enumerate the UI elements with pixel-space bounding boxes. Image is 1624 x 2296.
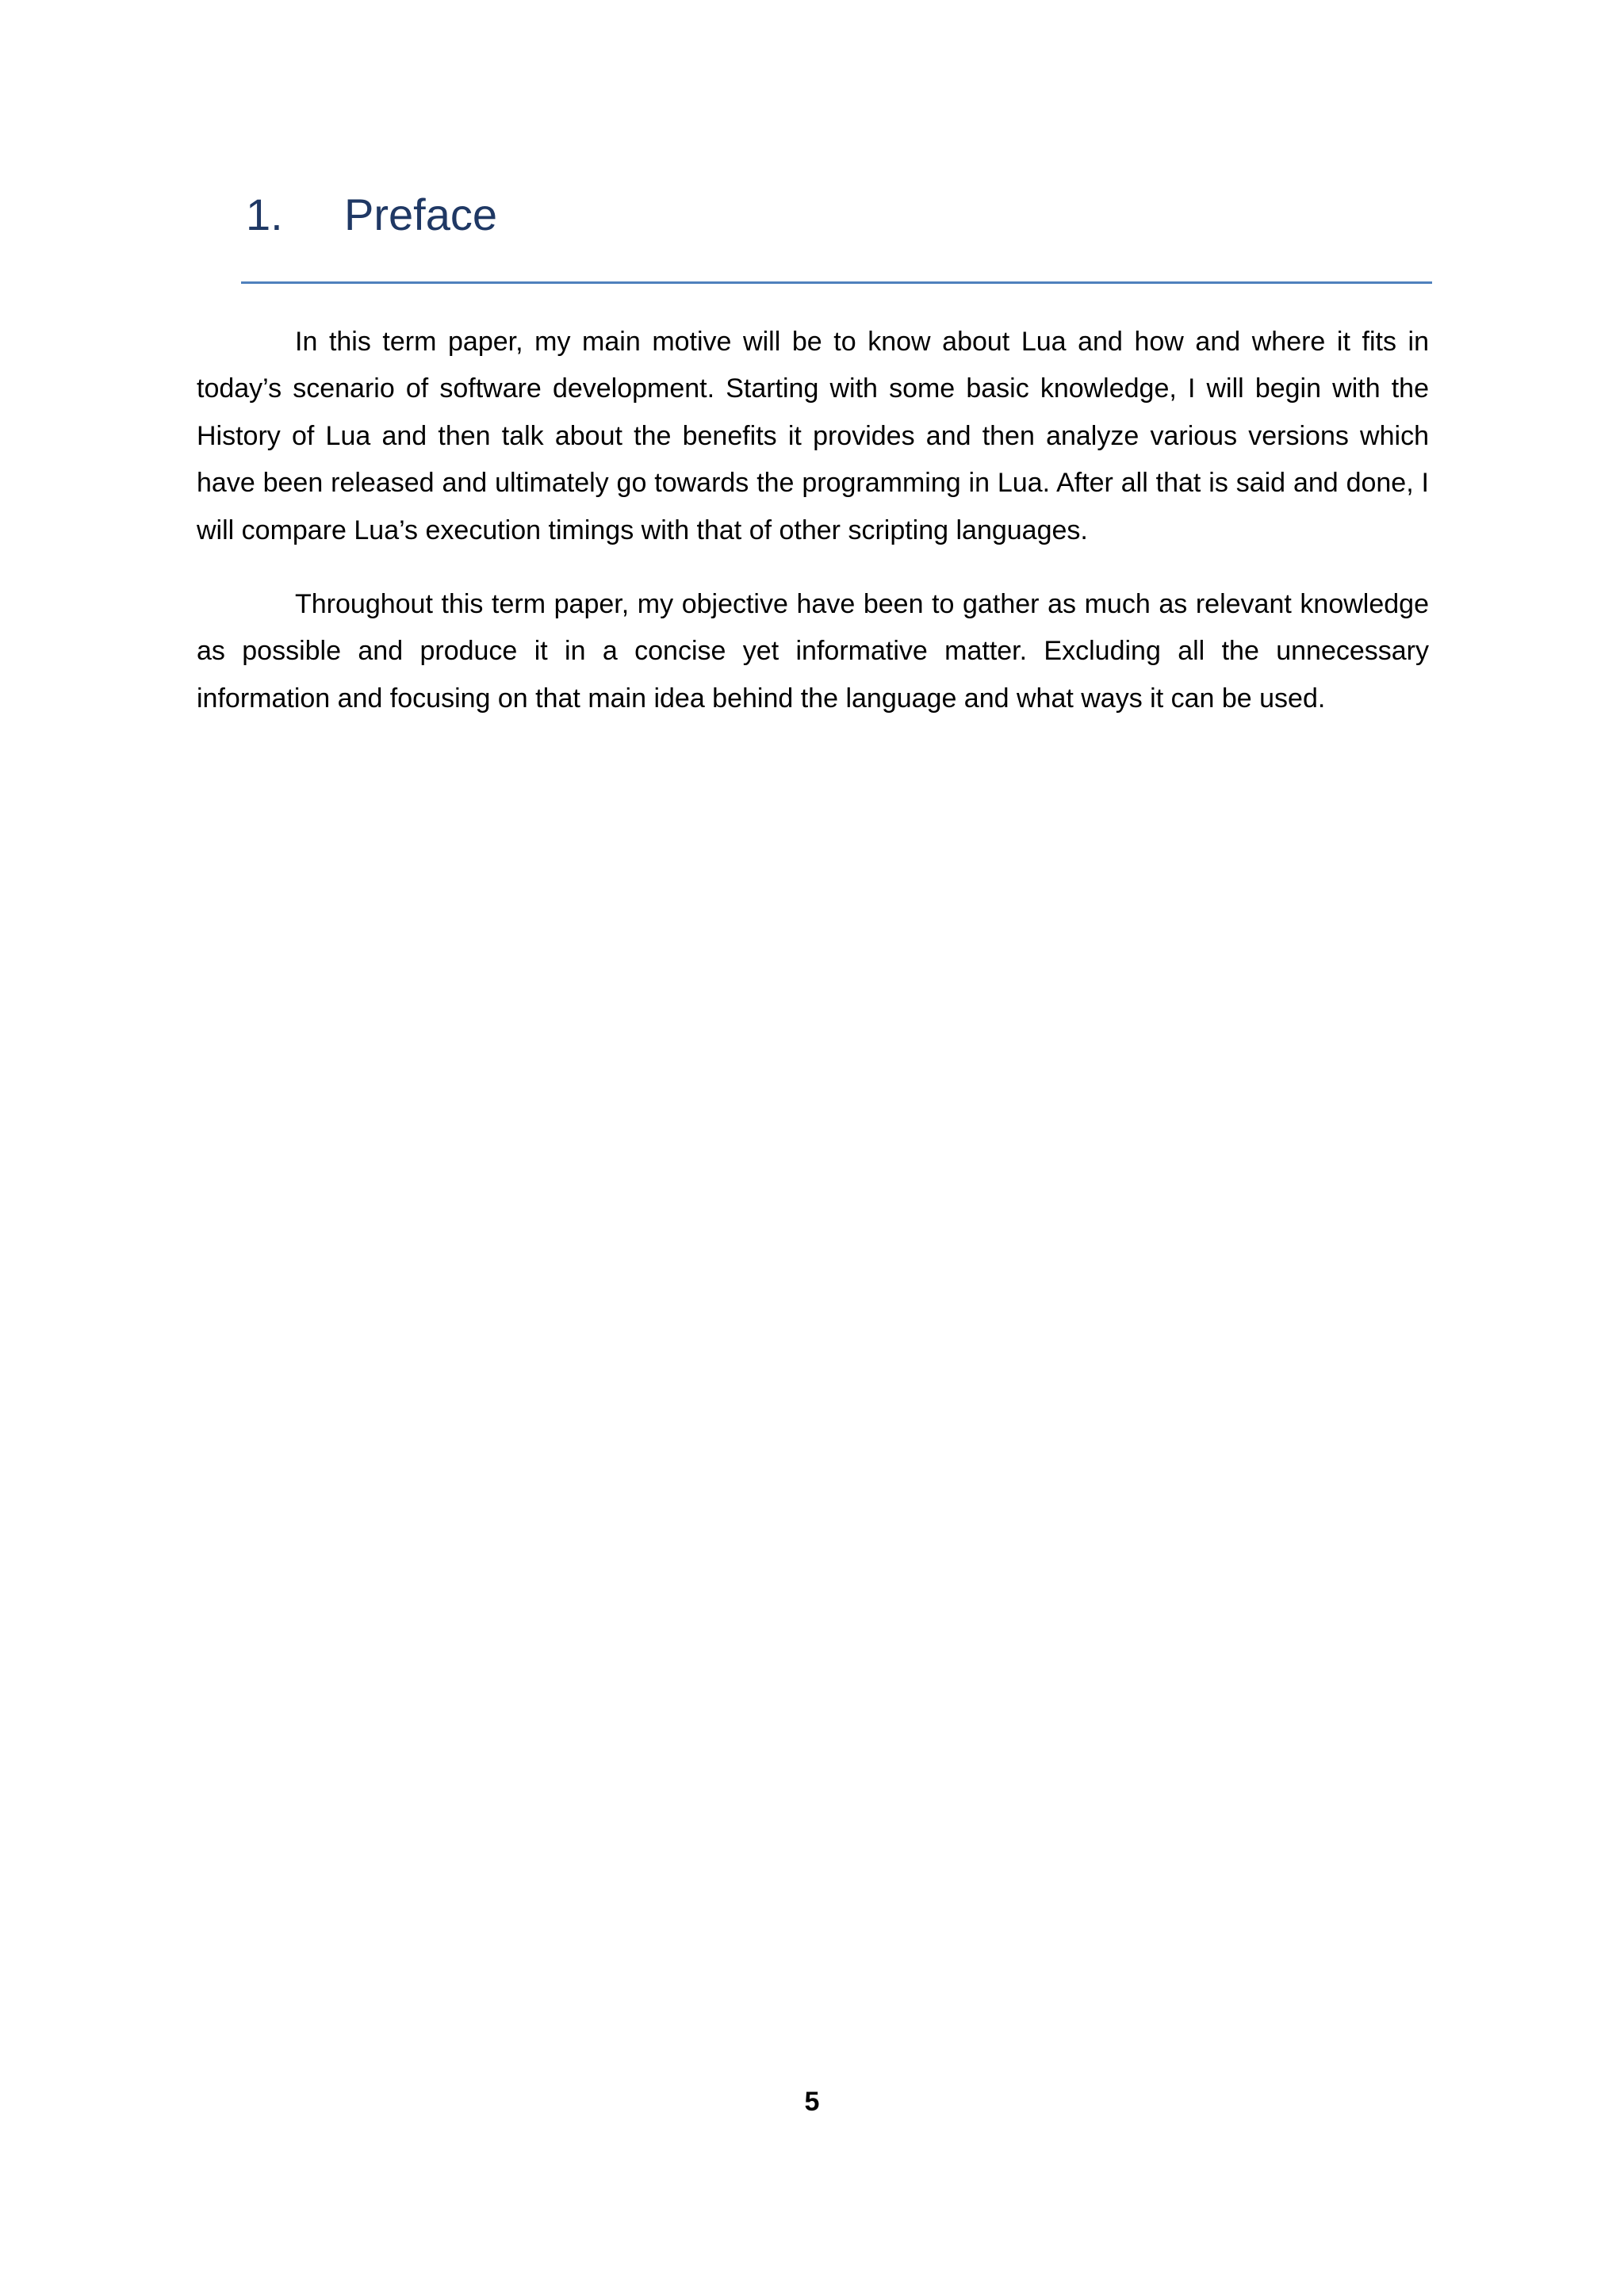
section-number: 1. <box>246 189 283 239</box>
page-number: 5 <box>804 2087 820 2117</box>
paragraph: Throughout this term paper, my objective have been to gather as much as relevant knowledge as possible and produce it in a concise yet informative matter. Excluding all the unnecessary information and focusing on that main idea behind the language and what ways it can be used. <box>197 589 1429 714</box>
body-text <box>197 319 1429 749</box>
heading-underline <box>241 281 1432 284</box>
section-heading <box>246 189 497 240</box>
section-title: Preface <box>344 189 497 239</box>
paragraph: In this term paper, my main motive will be to know about Lua and how and where it fits in today’s scenario of software development. Starting with some basic knowledge, I will begin with the History of Lua and then talk about the benefits it provides and then analyze various versions which have been released and ultimately go towards the programming in Lua. After all that is said and done, I will compare Lua’s execution timings with that of other scripting languages. <box>197 327 1429 545</box>
